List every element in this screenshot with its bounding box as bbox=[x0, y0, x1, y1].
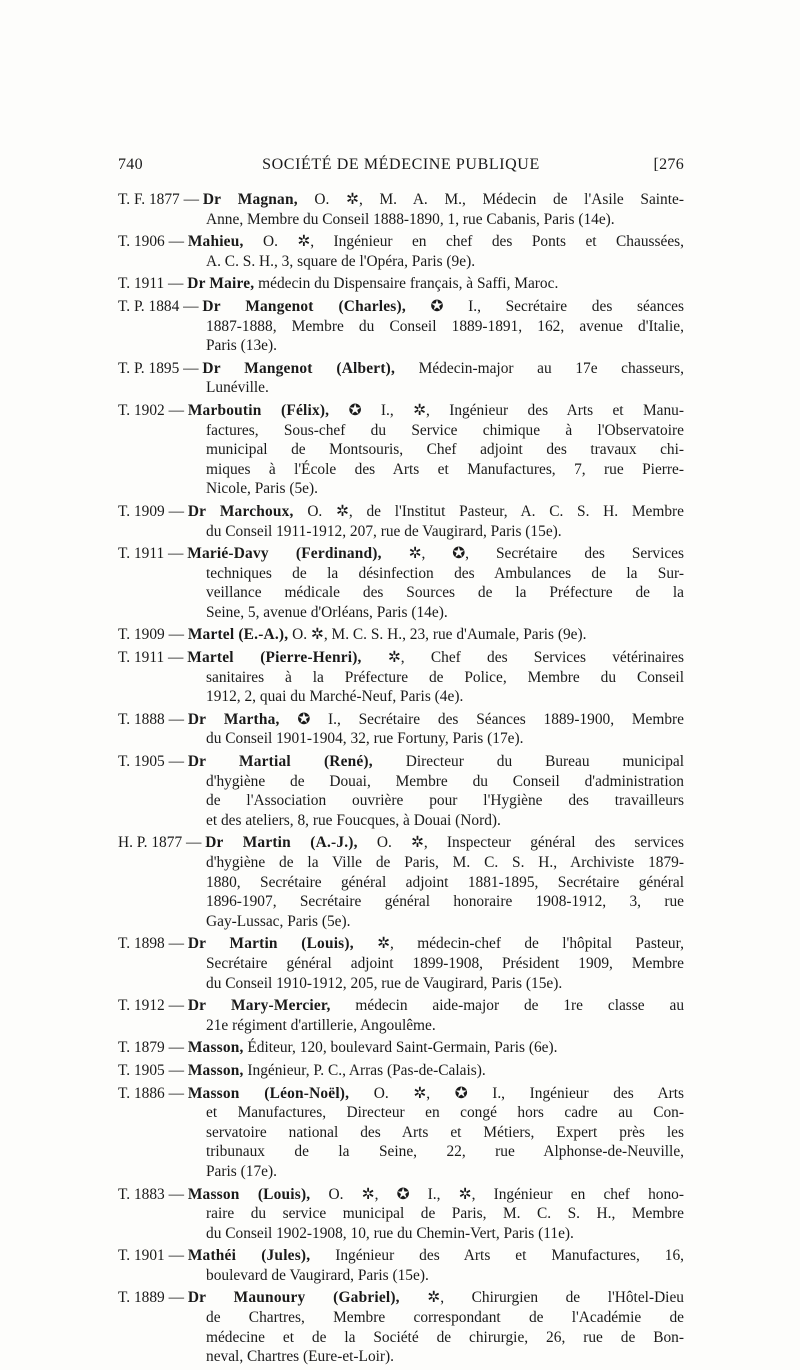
membership-year: T. 1906 — bbox=[118, 233, 188, 251]
membership-year: T. 1911 — bbox=[118, 275, 188, 293]
member-entry bbox=[118, 648, 684, 707]
membership-year: T. F. 1877 — bbox=[118, 191, 203, 208]
page-number: 740 bbox=[118, 156, 143, 173]
entry-first-line bbox=[118, 359, 684, 379]
entry-continuation-line: Paris (13e). bbox=[206, 337, 277, 355]
member-details: O. ✲, M. C. S. H., 23, rue d'Aumale, Paris (9e). bbox=[288, 626, 587, 644]
member-name: Dr Maunoury (Gabriel), bbox=[187, 1289, 400, 1307]
member-entry bbox=[118, 833, 684, 931]
membership-year: T. 1909 — bbox=[118, 502, 188, 520]
entry-first-line bbox=[118, 190, 684, 210]
entry-first-line bbox=[118, 1185, 684, 1205]
member-details: médecin aide-major de 1re classe au bbox=[330, 997, 684, 1015]
member-name: Masson, bbox=[187, 1061, 244, 1079]
entry-continuation-line: et des ateliers, 8, rue Foucques, à Douai (Nord). bbox=[206, 811, 501, 829]
member-details: Ingénieur, P. C., Arras (Pas-de-Calais). bbox=[243, 1061, 486, 1079]
entry-continuation-line: de Chartres, Membre correspondant de l'Académie de bbox=[206, 1309, 684, 1327]
entry-continuation-line: du Conseil 1910-1912, 205, rue de Vaugirard, Paris (15e). bbox=[206, 974, 563, 992]
entry-first-line bbox=[118, 401, 684, 421]
entry-continuation-line: A. C. S. H., 3, square de l'Opéra, Paris (9e). bbox=[206, 252, 476, 270]
membership-year: T. 1888 — bbox=[118, 710, 188, 728]
member-details: Éditeur, 120, boulevard Saint-Germain, Paris (6e). bbox=[243, 1039, 558, 1057]
entry-text bbox=[188, 934, 684, 954]
membership-year: H. P. 1877 — bbox=[118, 834, 206, 852]
entry-first-line bbox=[118, 710, 684, 730]
member-entry bbox=[118, 502, 684, 541]
member-name: Dr Martin (Louis), bbox=[187, 935, 354, 953]
member-name: Masson, bbox=[187, 1039, 244, 1057]
entry-continuation-line: boulevard de Vaugirard, Paris (15e). bbox=[206, 1266, 429, 1284]
entry-continuation-line: du Conseil 1911-1912, 207, rue de Vaugirard, Paris (15e). bbox=[206, 522, 562, 540]
entry-continuation-line: d'hygiène de Douai, Membre du Conseil d'administration bbox=[206, 772, 684, 790]
member-entry bbox=[118, 274, 684, 294]
member-name: Dr Magnan, bbox=[202, 191, 298, 208]
entry-text bbox=[202, 297, 684, 317]
entry-first-line bbox=[118, 1288, 684, 1308]
membership-year: T. 1886 — bbox=[118, 1084, 188, 1102]
member-details: ✲, Chirurgien de l'Hôtel-Dieu bbox=[399, 1289, 684, 1307]
membership-year: T. 1898 — bbox=[118, 935, 188, 953]
entry-continuation-line: et Manufactures, Directeur en congé hors cadre au Con- bbox=[206, 1104, 684, 1122]
member-details: médecin du Dispensaire français, à Saffi, Maroc. bbox=[254, 275, 559, 293]
member-details: ✲, ✪, Secrétaire des Services bbox=[381, 545, 684, 563]
entry-continuation-line: 1887-1888, Membre du Conseil 1889-1891, 162, avenue d'Italie, bbox=[206, 317, 684, 335]
member-entry bbox=[118, 996, 684, 1035]
entry-continuation-line: 1912, 2, quai du Marché-Neuf, Paris (4e). bbox=[206, 688, 464, 706]
entry-continuation-line: veillance médicale des Sources de la Préfecture de la bbox=[206, 584, 684, 602]
entry-first-line bbox=[118, 752, 684, 772]
entry-continuation-line: 21e régiment d'artillerie, Angoulême. bbox=[206, 1016, 436, 1034]
entry-first-line bbox=[118, 625, 684, 645]
member-name: Mahieu, bbox=[187, 233, 244, 251]
member-name: Marié-Davy (Ferdinand), bbox=[187, 545, 382, 563]
member-details: O. ✲, de l'Institut Pasteur, A. C. S. H. Membre bbox=[293, 502, 684, 520]
member-entry bbox=[118, 1061, 684, 1081]
member-entry bbox=[118, 710, 684, 749]
entry-text bbox=[202, 359, 684, 379]
member-entry bbox=[118, 544, 684, 622]
entry-continuation-line: Lunéville. bbox=[206, 379, 269, 397]
entry-continuation-line: neval, Chartres (Eure-et-Loir). bbox=[206, 1348, 395, 1366]
entry-continuation-line: médecine et de la Société de chirurgie, 26, rue de Bon- bbox=[206, 1328, 684, 1346]
entry-continuation-line: Paris (17e). bbox=[206, 1162, 277, 1180]
membership-year: T. P. 1884 — bbox=[118, 297, 203, 315]
entry-continuation-line: tribunaux de la Seine, 22, rue Alphonse-de-Neuville, bbox=[206, 1143, 684, 1161]
entry-first-line bbox=[118, 1246, 684, 1266]
entry-first-line bbox=[118, 232, 684, 252]
entry-first-line bbox=[118, 1084, 684, 1104]
entry-first-line bbox=[118, 502, 684, 522]
entry-text bbox=[188, 996, 684, 1016]
page-reference: [276 bbox=[653, 156, 684, 173]
membership-year: T. 1879 — bbox=[118, 1039, 188, 1057]
entry-first-line bbox=[118, 1061, 684, 1081]
member-details: ✪ I., Secrétaire des séances bbox=[405, 297, 684, 315]
member-details: Médecin-major au 17e chasseurs, bbox=[395, 359, 684, 377]
member-details: ✪ I., ✲, Ingénieur des Arts et Manu- bbox=[329, 401, 684, 419]
entry-text bbox=[188, 752, 684, 772]
entry-continuation-line: d'hygiène de la Ville de Paris, M. C. S. H., Archiviste 1879- bbox=[206, 854, 684, 871]
member-name: Masson (Louis), bbox=[187, 1185, 311, 1203]
member-name: Marboutin (Félix), bbox=[187, 401, 330, 419]
entry-text bbox=[187, 648, 684, 668]
entry-continuation-line: factures, Sous-chef du Service chimique à l'Observatoire bbox=[206, 421, 684, 439]
entry-text bbox=[188, 502, 684, 522]
member-details: O. ✲, ✪ I., Ingénieur des Arts bbox=[349, 1084, 684, 1102]
member-name: Mathéi (Jules), bbox=[187, 1247, 311, 1265]
member-entry bbox=[118, 752, 684, 830]
running-title: SOCIÉTÉ DE MÉDECINE PUBLIQUE bbox=[262, 156, 540, 173]
entry-first-line bbox=[118, 996, 684, 1016]
member-name: Dr Martha, bbox=[187, 710, 280, 728]
membership-year: T. 1911 — bbox=[118, 545, 188, 563]
member-entry bbox=[118, 401, 684, 499]
entry-text bbox=[188, 1061, 684, 1081]
entry-first-line bbox=[118, 648, 684, 668]
member-name: Martel (E.-A.), bbox=[187, 626, 289, 644]
entry-continuation-line: municipal de Montsouris, Chef adjoint des travaux chi- bbox=[206, 441, 684, 459]
entry-text bbox=[205, 833, 684, 853]
member-name: Dr Martin (A.-J.), bbox=[205, 834, 358, 852]
member-entry bbox=[118, 1038, 684, 1058]
entry-continuation-line: miques à l'École des Arts et Manufactures, 7, rue Pierre- bbox=[206, 460, 684, 478]
entry-continuation-line: Anne, Membre du Conseil 1888-1890, 1, rue Cabanis, Paris (14e). bbox=[206, 210, 615, 228]
entry-text bbox=[188, 625, 684, 645]
entry-continuation-line: Seine, 5, avenue d'Orléans, Paris (14e). bbox=[206, 603, 448, 621]
member-name: Dr Martial (René), bbox=[187, 753, 373, 771]
membership-year: T. 1901 — bbox=[118, 1247, 188, 1265]
entry-text bbox=[188, 1084, 684, 1104]
entry-continuation-line: Gay-Lussac, Paris (5e). bbox=[206, 912, 351, 930]
entry-first-line bbox=[118, 297, 684, 317]
membership-year: T. 1905 — bbox=[118, 1061, 188, 1079]
member-name: Masson (Léon-Noël), bbox=[187, 1084, 350, 1102]
entry-text bbox=[187, 274, 684, 294]
entry-text bbox=[187, 544, 684, 564]
member-entry bbox=[118, 1288, 684, 1366]
member-details: ✪ I., Secrétaire des Séances 1889-1900, Membre bbox=[279, 710, 684, 728]
entry-first-line bbox=[118, 274, 684, 294]
entry-continuation-line: 1880, Secrétaire général adjoint 1881-1895, Secrétaire général bbox=[206, 873, 684, 891]
entry-continuation-line: du Conseil 1901-1904, 32, rue Fortuny, Paris (17e). bbox=[206, 730, 524, 748]
membership-year: T. 1909 — bbox=[118, 626, 188, 644]
member-entry bbox=[118, 1246, 684, 1285]
entry-continuation-line: Secrétaire général adjoint 1899-1908, Président 1909, Membre bbox=[206, 954, 684, 972]
member-entry bbox=[118, 359, 684, 398]
member-entry bbox=[118, 625, 684, 645]
member-entry bbox=[118, 232, 684, 271]
entry-first-line bbox=[118, 833, 684, 853]
member-entry bbox=[118, 1084, 684, 1182]
entry-text bbox=[188, 1185, 684, 1205]
member-details: O. ✲, Ingénieur en chef des Ponts et Chaussées, bbox=[243, 233, 684, 251]
member-list bbox=[118, 190, 684, 1370]
member-details: O. ✲, M. A. M., Médecin de l'Asile Sainte- bbox=[297, 191, 684, 208]
entry-text bbox=[188, 710, 684, 730]
membership-year: T. 1889 — bbox=[118, 1289, 188, 1307]
entry-text bbox=[188, 1246, 684, 1266]
entry-text bbox=[188, 401, 684, 421]
member-details: ✲, médecin-chef de l'hôpital Pasteur, bbox=[353, 935, 684, 953]
member-name: Dr Marchoux, bbox=[187, 502, 294, 520]
membership-year: T. 1905 — bbox=[118, 753, 188, 771]
member-details: Ingénieur des Arts et Manufactures, 16, bbox=[310, 1247, 684, 1265]
member-details: O. ✲, Inspecteur général des services bbox=[357, 834, 684, 852]
member-name: Dr Mary-Mercier, bbox=[187, 997, 331, 1015]
member-entry bbox=[118, 1185, 684, 1244]
member-entry bbox=[118, 190, 684, 229]
member-name: Martel (Pierre-Henri), bbox=[187, 649, 362, 667]
entry-continuation-line: 1896-1907, Secrétaire général honoraire 1908-1912, 3, rue bbox=[206, 893, 684, 911]
member-name: Dr Maire, bbox=[187, 275, 255, 293]
member-entry bbox=[118, 934, 684, 993]
entry-continuation-line: techniques de la désinfection des Ambulances de la Sur- bbox=[206, 564, 684, 582]
entry-text bbox=[188, 232, 684, 252]
membership-year: T. 1883 — bbox=[118, 1185, 188, 1203]
membership-year: T. 1911 — bbox=[118, 649, 188, 667]
member-details: ✲, Chef des Services vétérinaires bbox=[361, 649, 684, 667]
member-name: Dr Mangenot (Albert), bbox=[202, 359, 396, 377]
entry-continuation-line: Nicole, Paris (5e). bbox=[206, 480, 318, 498]
entry-text bbox=[188, 1288, 684, 1308]
entry-continuation-line: servatoire national des Arts et Métiers, Expert près les bbox=[206, 1123, 684, 1141]
membership-year: T. 1902 — bbox=[118, 401, 188, 419]
entry-text bbox=[203, 190, 684, 210]
entry-first-line bbox=[118, 934, 684, 954]
member-entry bbox=[118, 297, 684, 356]
entry-continuation-line: de l'Association ouvrière pour l'Hygiène des travailleurs bbox=[206, 792, 684, 810]
entry-continuation-line: raire du service municipal de Paris, M. C. S. H., Membre bbox=[206, 1205, 684, 1223]
membership-year: T. 1912 — bbox=[118, 997, 188, 1015]
entry-first-line bbox=[118, 1038, 684, 1058]
member-details: Directeur du Bureau municipal bbox=[372, 753, 684, 771]
member-name: Dr Mangenot (Charles), bbox=[202, 297, 406, 315]
entry-continuation-line: du Conseil 1902-1908, 10, rue du Chemin-Vert, Paris (11e). bbox=[206, 1224, 574, 1242]
member-details: O. ✲, ✪ I., ✲, Ingénieur en chef hono- bbox=[310, 1185, 684, 1203]
entry-continuation-line: sanitaires à la Préfecture de Police, Membre du Conseil bbox=[206, 668, 684, 686]
entry-first-line bbox=[118, 544, 684, 564]
membership-year: T. P. 1895 — bbox=[118, 359, 203, 377]
entry-text bbox=[188, 1038, 684, 1058]
